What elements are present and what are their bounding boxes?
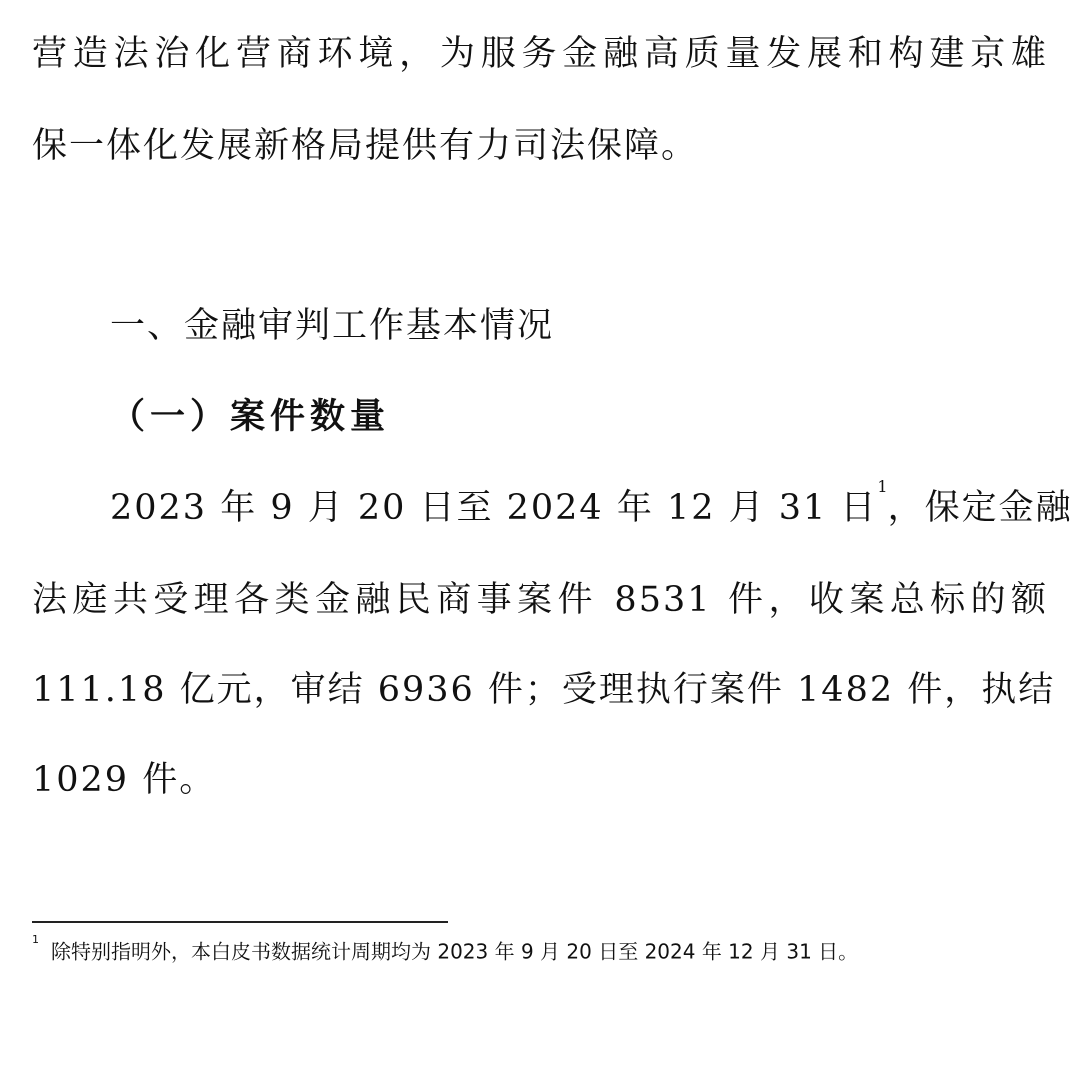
paragraph-date-range: 2023 年 9 月 20 日至 2024 年 12 月 31 日 — [110, 488, 878, 528]
footnote-reference[interactable]: 1 — [877, 477, 888, 497]
footnote-marker: 1 — [32, 933, 39, 946]
paragraph-line-1 — [110, 477, 1073, 530]
body-line-2: 保一体化发展新格局提供有力司法保障。 — [32, 126, 699, 166]
section-heading: 一、金融审判工作基本情况 — [110, 306, 555, 346]
subsection-heading: （一）案件数量 — [110, 396, 391, 437]
footnote-separator — [32, 921, 448, 923]
paragraph-line-1-rest: ，保定金融 — [887, 488, 1073, 528]
paragraph-line-2: 法庭共受理各类金融民商事案件 8531 件，收案总标的额 — [32, 580, 1048, 620]
paragraph-line-4: 1029 件。 — [32, 760, 217, 800]
body-line-1: 营造法治化营商环境，为服务金融高质量发展和构建京雄 — [32, 34, 1048, 74]
footnote-text: 除特别指明外，本白皮书数据统计周期均为 2023 年 9 月 20 日至 2024 年 12 月 31 日。 — [51, 939, 859, 964]
footnote — [32, 934, 1048, 966]
paragraph-line-3: 111.18 亿元，审结 6936 件；受理执行案件 1482 件，执结 — [32, 670, 1056, 710]
